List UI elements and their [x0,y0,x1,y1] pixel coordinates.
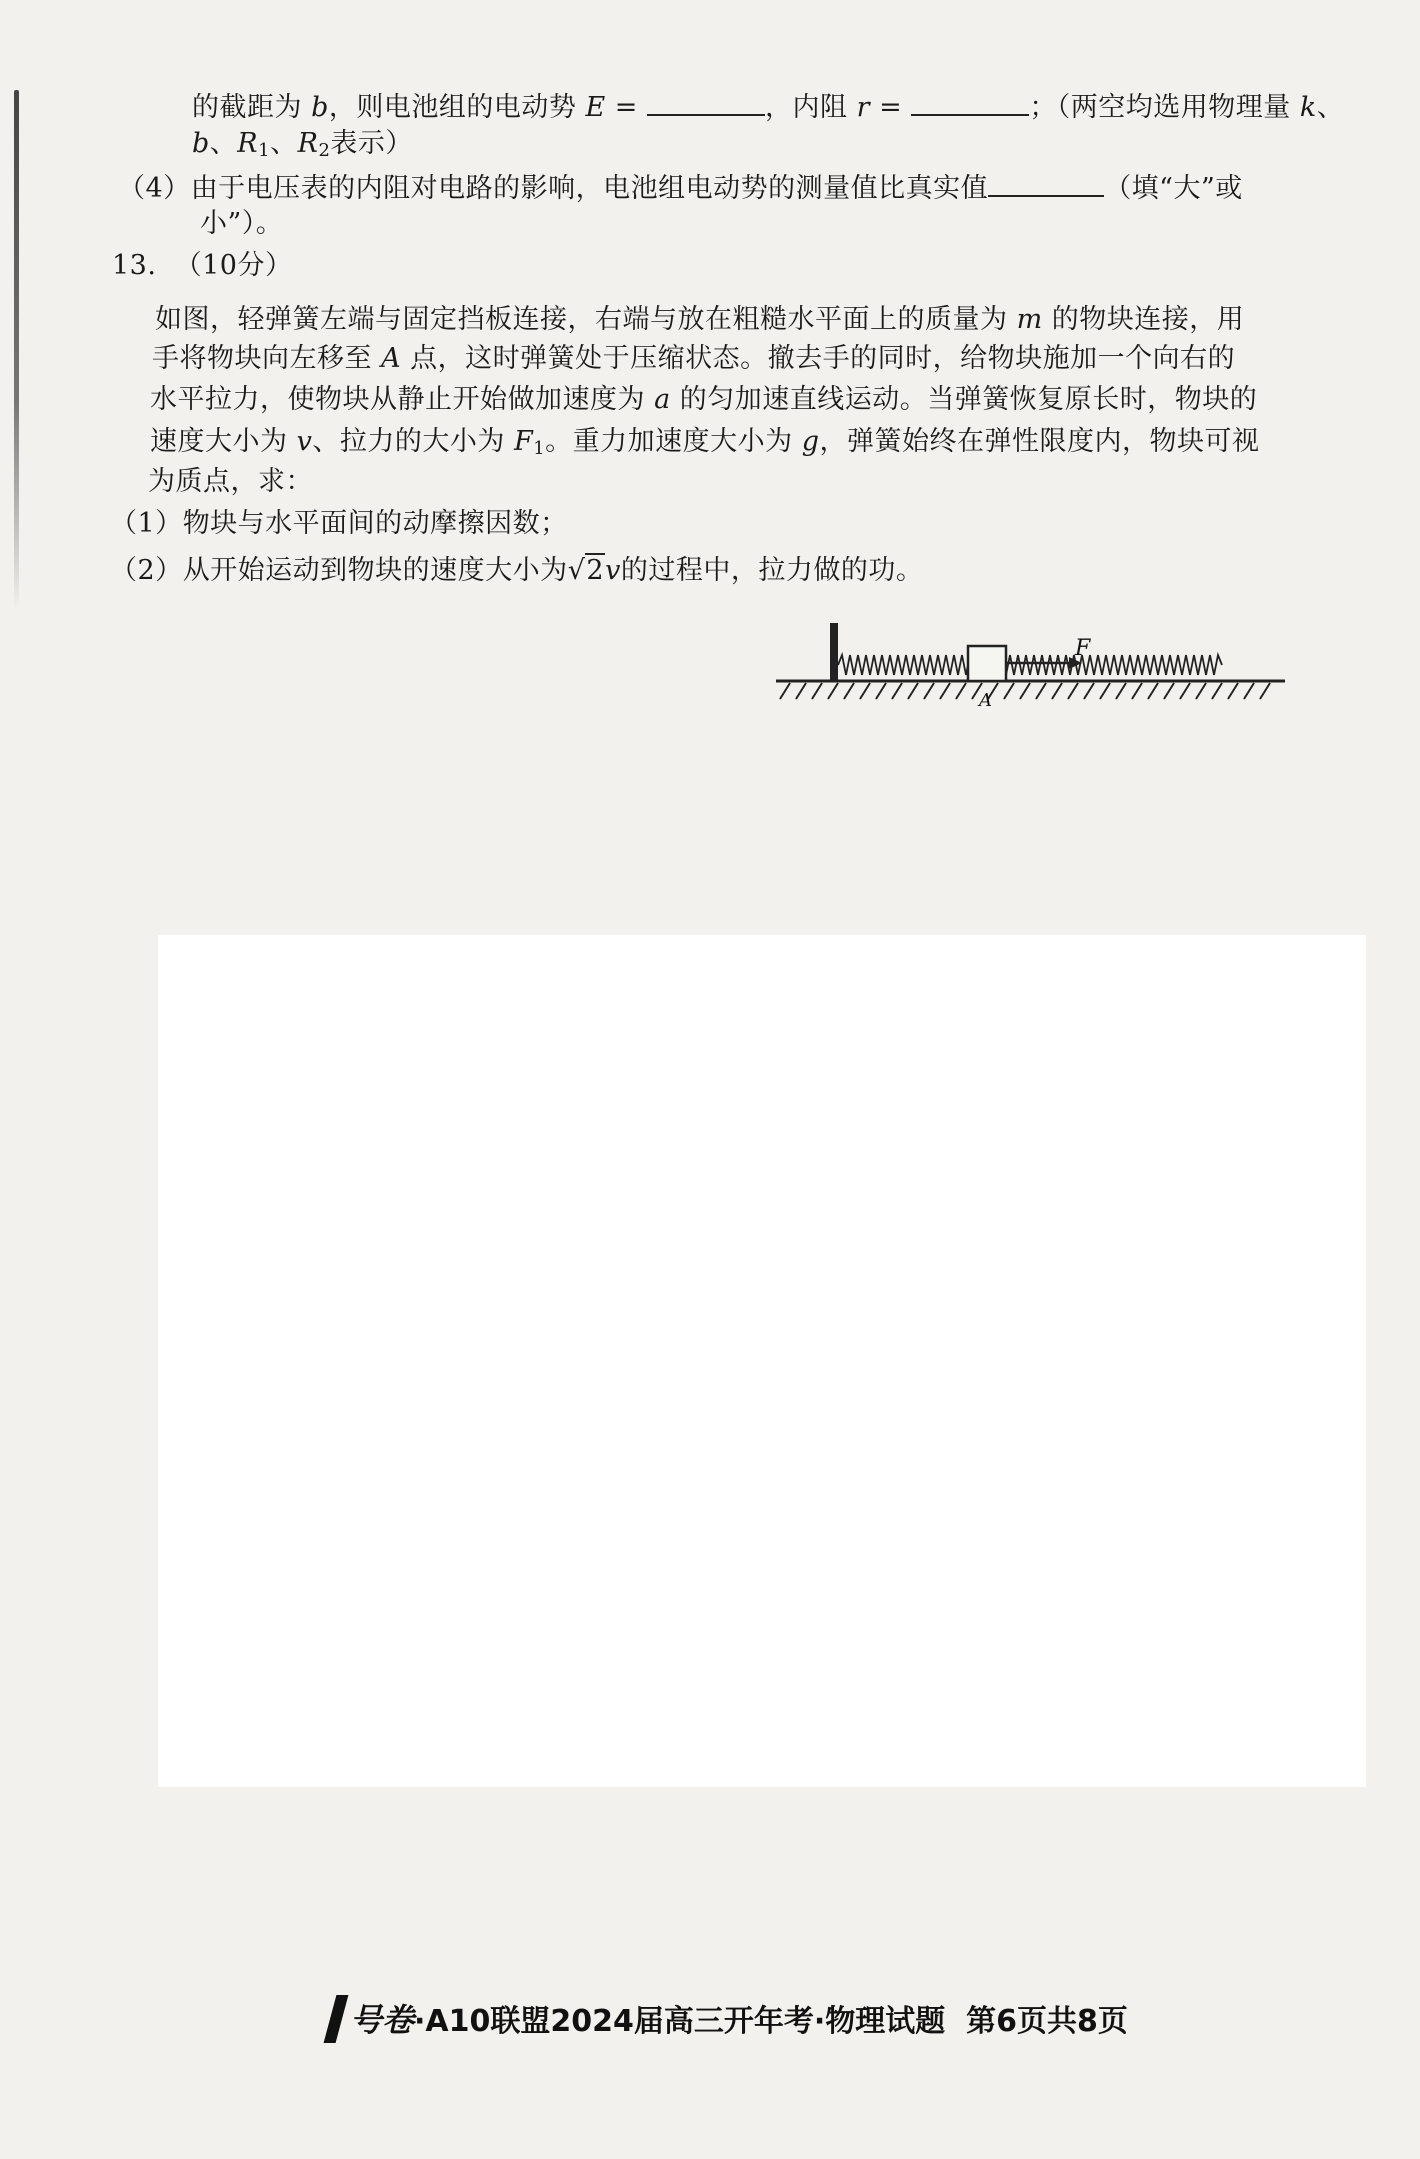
scan-edge-mark [14,90,19,610]
subscript: 2 [318,140,331,161]
spring-block-figure [770,615,1290,715]
text: 的截距为 [192,92,312,123]
text: 的物块连接，用 [1042,304,1245,335]
sqrt-expression [568,551,605,591]
var-R1: R [237,128,259,159]
text: 、拉力的大小为 [312,426,514,457]
var-r: r [856,92,871,123]
var-v: v [605,555,621,586]
q13-para-line5 [148,462,313,502]
text: 表示） [330,128,413,159]
text: 由于电压表的内阻对电路的影响，电池组电动势的测量值比真实值 [190,173,989,204]
equals: = [870,92,912,123]
text: 、 [1316,92,1345,123]
sqrt-icon: √ [567,555,586,586]
text: 小”）。 [200,208,284,239]
brand-name: 号卷 [350,2001,415,2039]
page-number: 第6页共8页 [966,2004,1128,2039]
text: （填“大”或 [1104,173,1243,204]
subscript: 1 [533,438,546,459]
var-g: g [801,426,820,457]
var-a: a [654,384,671,415]
answer-blank-compare[interactable] [988,167,1104,197]
text: 手将物块向左移至 [152,343,382,374]
radicand: 2 [586,555,605,586]
text: ，内阻 [765,92,857,123]
text: 的匀加速直线运动。当弹簧恢复原长时，物块的 [670,384,1258,415]
var-v: v [296,426,313,457]
text: ；（两空均选用物理量 [1029,92,1300,123]
q12-part4-line1 [118,167,1243,209]
part-label: （4） [118,173,191,204]
q12-line2 [192,124,413,171]
text: 从开始运动到物块的速度大小为 [182,555,568,586]
q13-para-line3 [150,380,1257,420]
text: 。重力加速度大小为 [545,426,802,457]
sub-label: （2） [110,555,183,586]
q13-para-line2 [152,339,1235,379]
q13-sub2 [110,551,923,591]
text: 物块与水平面间的动摩擦因数； [182,508,568,539]
text: 点，这时弹簧处于压缩状态。撤去手的同时，给物块施加一个向右的 [401,343,1236,374]
answer-blank-E[interactable] [647,86,765,116]
var-b: b [311,92,329,123]
text: 为质点，求： [148,466,313,497]
q13-para-line4 [150,422,1260,469]
logo-icon [324,1995,349,2043]
q13-sub1 [110,504,568,544]
exam-title: A10联盟2024届高三开年考·物理试题 [425,2004,946,2039]
q12-line1 [192,86,1344,128]
var-m: m [1016,304,1043,335]
var-A: A [381,343,402,374]
sub-label: （1） [110,508,183,539]
fixed-wall [830,623,838,681]
ground-hatching [780,683,1270,699]
text: 的过程中，拉力做的功。 [620,555,924,586]
var-b: b [192,128,210,159]
text: ，则电池组的电动势 [328,92,586,123]
text: 、 [209,128,238,159]
subscript: 1 [258,140,271,161]
var-R2: R [297,128,319,159]
question-points: （10分） [174,250,293,281]
q13-header [112,246,292,286]
var-k: k [1299,92,1317,123]
point-label: A [979,690,992,711]
text: 水平拉力，使物块从静止开始做加速度为 [150,384,655,415]
page-footer [330,1995,1128,2043]
answer-blank-r[interactable] [911,86,1029,116]
var-F: F [513,426,534,457]
spring-coil [838,655,1222,675]
q13-para-line1 [155,300,1244,340]
separator: · [414,2004,426,2039]
text: ，弹簧始终在弹性限度内，物块可视 [819,426,1260,457]
question-number: 13. [112,250,157,281]
force-label: F [1075,636,1091,661]
block [968,646,1006,681]
q12-part4-line2 [200,204,283,244]
text: 速度大小为 [150,426,297,457]
answer-area[interactable] [158,935,1366,1787]
var-E: E [585,92,606,123]
text: 如图，轻弹簧左端与固定挡板连接，右端与放在粗糙水平面上的质量为 [155,304,1017,335]
text: 、 [270,128,298,159]
equals: = [605,92,647,123]
